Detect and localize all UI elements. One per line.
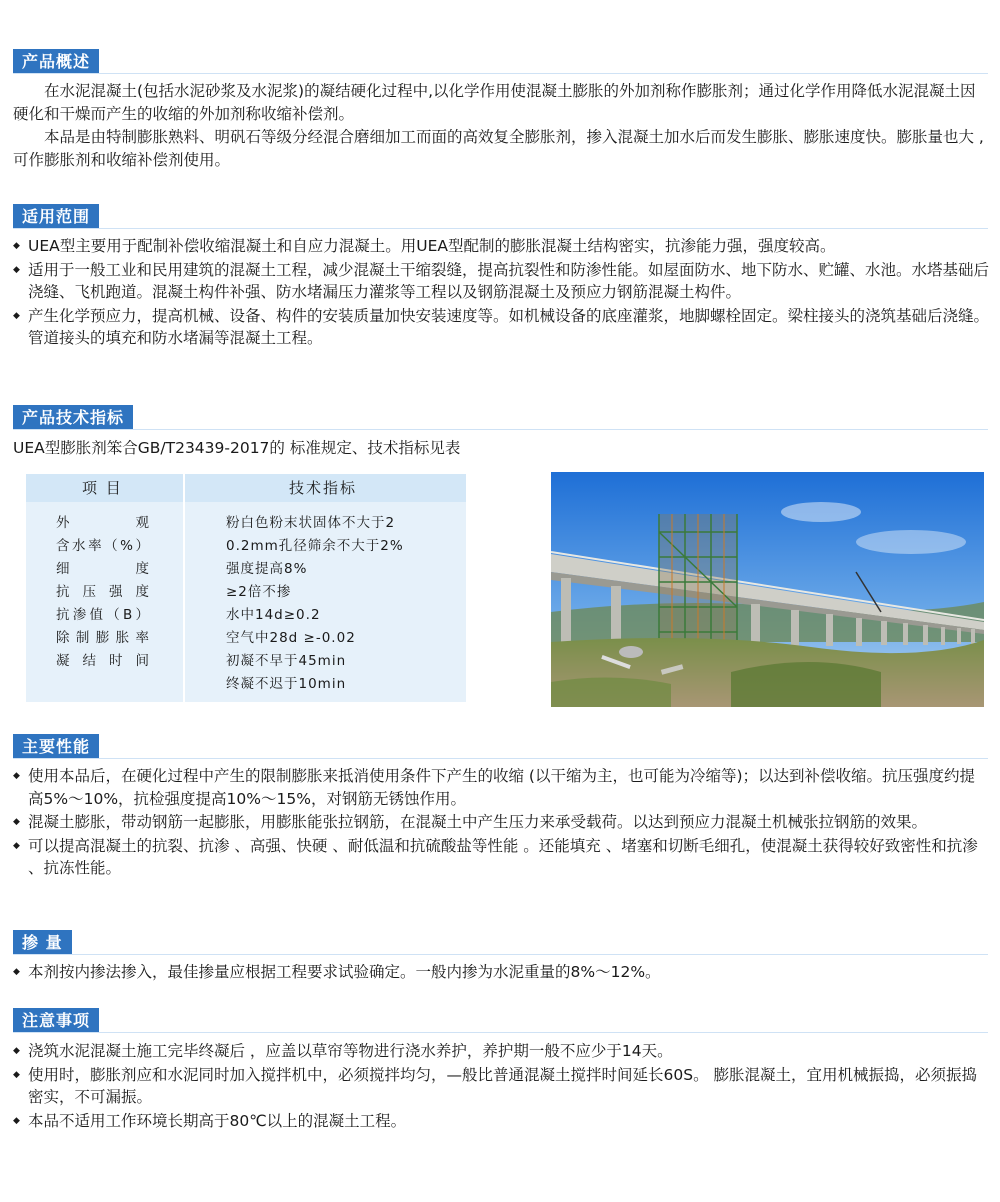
list-item: ◆ 适用于一般工业和民用建筑的混凝土工程，减少混凝土干缩裂缝，提高抗裂性和防渗性能。如屋面防水、地下防水、贮罐、水池。水塔基础后浇缝、飞机跑道。混凝土构件补强、防水堵漏压力灌浆等工程以及钢筋混凝土及预应力钢筋混凝土构件。: [13, 259, 990, 304]
spec-item-label: 抗压强度: [56, 584, 151, 600]
section-title-tech: 产品技术指标: [13, 405, 133, 430]
spec-item-label: 细度: [56, 561, 151, 577]
divider: [13, 228, 988, 229]
section-title-dosage: 掺 量: [13, 930, 72, 955]
spec-value-column: [226, 512, 461, 696]
list-item: ◆ UEA型主要用于配制补偿收缩混凝土和自应力混凝土。用UEA型配制的膨胀混凝土结构密实，抗渗能力强，强度较高。: [13, 235, 990, 258]
spec-table-header: [26, 474, 466, 502]
list-item: ◆ 可以提高混凝土的抗裂、抗渗 、高强、快硬 、耐低温和抗硫酸盐等性能 。还能填充 、堵塞和切断毛细孔，使混凝土获得较好致密性和抗渗 、抗冻性能。: [13, 835, 990, 880]
spec-item-value: 水中14d≥0.2: [226, 607, 321, 623]
spec-item-value: 强度提高8%: [226, 561, 308, 577]
spec-item-label: 外观: [56, 515, 151, 531]
list-item: ◆ 使用时，膨胀剂应和水泥同时加入搅拌机中，必须搅拌均匀，—般比普通混凝土搅拌时间延长60S。 膨胀混凝土，宜用机械振捣，必须振捣密实，不可漏振。: [13, 1064, 990, 1109]
section-title-performance: 主要性能: [13, 734, 99, 759]
performance-list: [13, 765, 990, 881]
bridge-construction-photo: [551, 472, 984, 707]
section-title-scope: 适用范围: [13, 204, 99, 229]
standard-text: UEA型膨胀剂笨合GB/T23439-2017的 标准规定、技术指标见表: [13, 439, 461, 457]
divider: [13, 429, 988, 430]
spec-item-label: 含水率（%）: [56, 538, 151, 554]
spec-item-column: [56, 512, 151, 673]
spec-item-label: 凝结时间: [56, 653, 151, 669]
spec-item-value: 空气中28d ≥-0.02: [226, 630, 356, 646]
spec-item-label: 抗渗值（B）: [56, 607, 151, 623]
divider: [13, 758, 988, 759]
overview-paragraph: 在水泥混凝土(包括水泥砂浆及水泥浆)的凝结硬化过程中,以化学作用使混凝土膨胀的外加剂称作膨胀剂；通过化学作用降低水泥混凝土因硬化和干燥而产生的收缩的外加剂称收缩补偿剂。: [13, 82, 976, 123]
overview-paragraph: 本品是由特制膨胀熟料、明矾石等级分经混合磨细加工而面的高效复全膨胀剂，掺入混凝土加水后而发生膨胀、膨胀速度快。膨胀量也大 ,可作膨胀剂和收缩补偿剂使用。: [13, 128, 984, 169]
divider: [13, 73, 988, 74]
column-header-index: 技术指标: [289, 479, 358, 497]
divider: [13, 954, 988, 955]
list-item: ◆ 本品不适用工作环境长期高于80℃以上的混凝土工程。: [13, 1110, 990, 1133]
list-item: ◆ 产生化学预应力，提高机械、设备、构件的安装质量加快安装速度等。如机械设备的底座灌浆，地脚螺栓固定。梁柱接头的浇筑基础后浇缝。管道接头的填充和防水堵漏等混凝土工程。: [13, 305, 990, 350]
spec-item-value: 终凝不迟于10min: [226, 676, 347, 692]
list-item: ◆ 浇筑水泥混凝土施工完毕终凝后 ，应盖以草帘等物进行浇水养护，养护期一般不应少于14天。: [13, 1040, 990, 1063]
table-column-divider: [183, 474, 185, 702]
spec-item-value: 初凝不早于45min: [226, 653, 347, 669]
list-item: ◆ 本剂按内掺法掺入，最佳掺量应根据工程要求试验确定。一般内掺为水泥重量的8%～12%。: [13, 961, 990, 984]
spec-item-value: 0.2mm孔径筛余不大于2%: [226, 538, 404, 554]
column-header-item: 项 目: [82, 479, 123, 497]
spec-item-value: ≥2倍不掺: [226, 584, 292, 600]
scope-list: [13, 235, 990, 351]
overview-text: [13, 80, 988, 172]
spec-item-value: 粉白色粉末状固体不大于2: [226, 515, 396, 531]
list-item: ◆ 使用本品后，在硬化过程中产生的限制膨胀来抵消使用条件下产生的收缩 (以干缩为主，也可能为冷缩等)；以达到补偿收缩。抗压强度约提高5%～10%，抗检强度提高10%～15%，对钢筋无锈蚀作用。: [13, 765, 990, 810]
list-item: ◆ 混凝土膨胀，带动钢筋一起膨胀，用膨胀能张拉钢筋，在混凝土中产生压力来承受载荷。以达到预应力混凝土机械张拉钢筋的效果。: [13, 811, 990, 834]
spec-item-label: 除制膨胀率: [56, 630, 151, 646]
section-title-overview: 产品概述: [13, 49, 99, 74]
dosage-list: [13, 961, 990, 985]
spec-table: [26, 474, 466, 702]
divider: [13, 1032, 988, 1033]
section-title-notes: 注意事项: [13, 1008, 99, 1033]
notes-list: [13, 1040, 990, 1133]
